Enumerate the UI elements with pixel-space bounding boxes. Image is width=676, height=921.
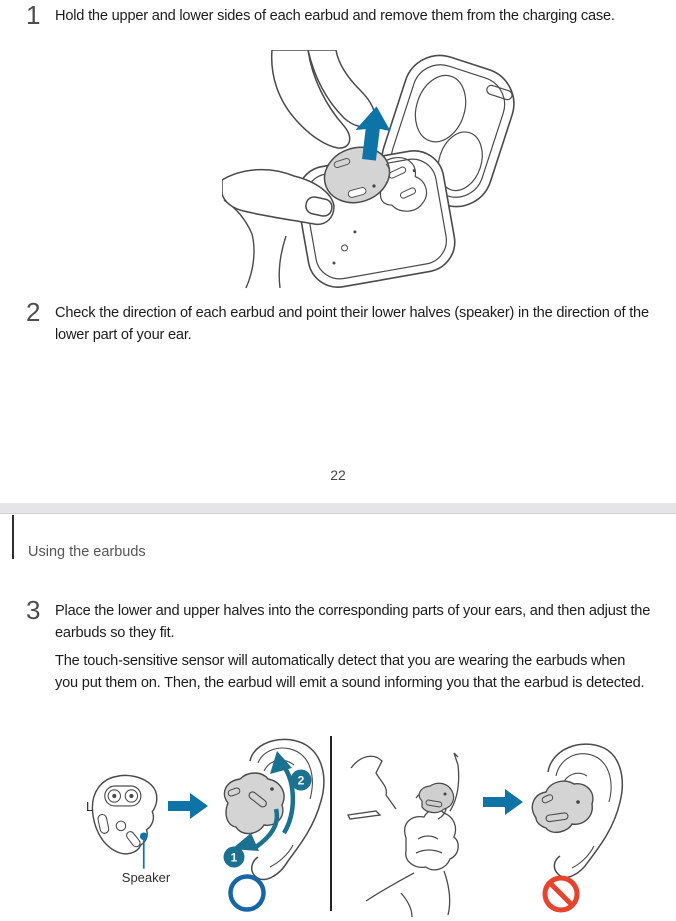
step-2-text: Check the direction of each earbud and point their lower halves (speaker) in the direction of the lower part of your ear. [55, 305, 649, 343]
step-2-badge [291, 770, 312, 791]
step-1-number: 1 [26, 0, 41, 30]
step-1-text: Hold the upper and lower sides of each earbud and remove them from the charging case. [55, 8, 615, 24]
earbud-held-wrong [419, 783, 453, 812]
step-2-number: 2 [26, 297, 41, 327]
earbud-side-label: L [86, 799, 94, 814]
step-1-badge [224, 847, 245, 868]
fist-outline [405, 810, 459, 870]
face-hair-outline [351, 756, 396, 809]
ear-wrong-illustration [518, 738, 633, 920]
earbud-front-illustration [82, 770, 177, 878]
nose-outline [348, 811, 380, 819]
step-3-number: 3 [26, 595, 41, 625]
section-header: Using the earbuds [28, 544, 146, 560]
charging-case-illustration [222, 50, 532, 290]
correct-circle-icon [231, 877, 264, 910]
right-arrow-icon [483, 789, 523, 815]
page-break-band [0, 503, 676, 514]
earbud-wrong-orientation [532, 781, 593, 832]
ear-insert-illustration [198, 733, 333, 919]
svg-text:2: 2 [297, 773, 305, 788]
hand-insert-sketch [346, 743, 481, 919]
page-number: 22 [330, 467, 346, 483]
step-3-detail: The touch-sensitive sensor will automatically detect that you are wearing the earbuds when you put them on. Then, the earbud will emit a sound informing you that the earbud is detected. [55, 653, 645, 691]
speaker-callout [140, 833, 148, 869]
prohibited-icon [545, 878, 577, 910]
figure-divider [330, 736, 332, 911]
svg-text:1: 1 [230, 850, 238, 865]
step-3-text: Place the lower and upper halves into the corresponding parts of your ears, and then adjust the earbuds so they fit. [55, 603, 651, 641]
section-marker-bar [12, 515, 14, 559]
speaker-label: Speaker [121, 870, 171, 885]
